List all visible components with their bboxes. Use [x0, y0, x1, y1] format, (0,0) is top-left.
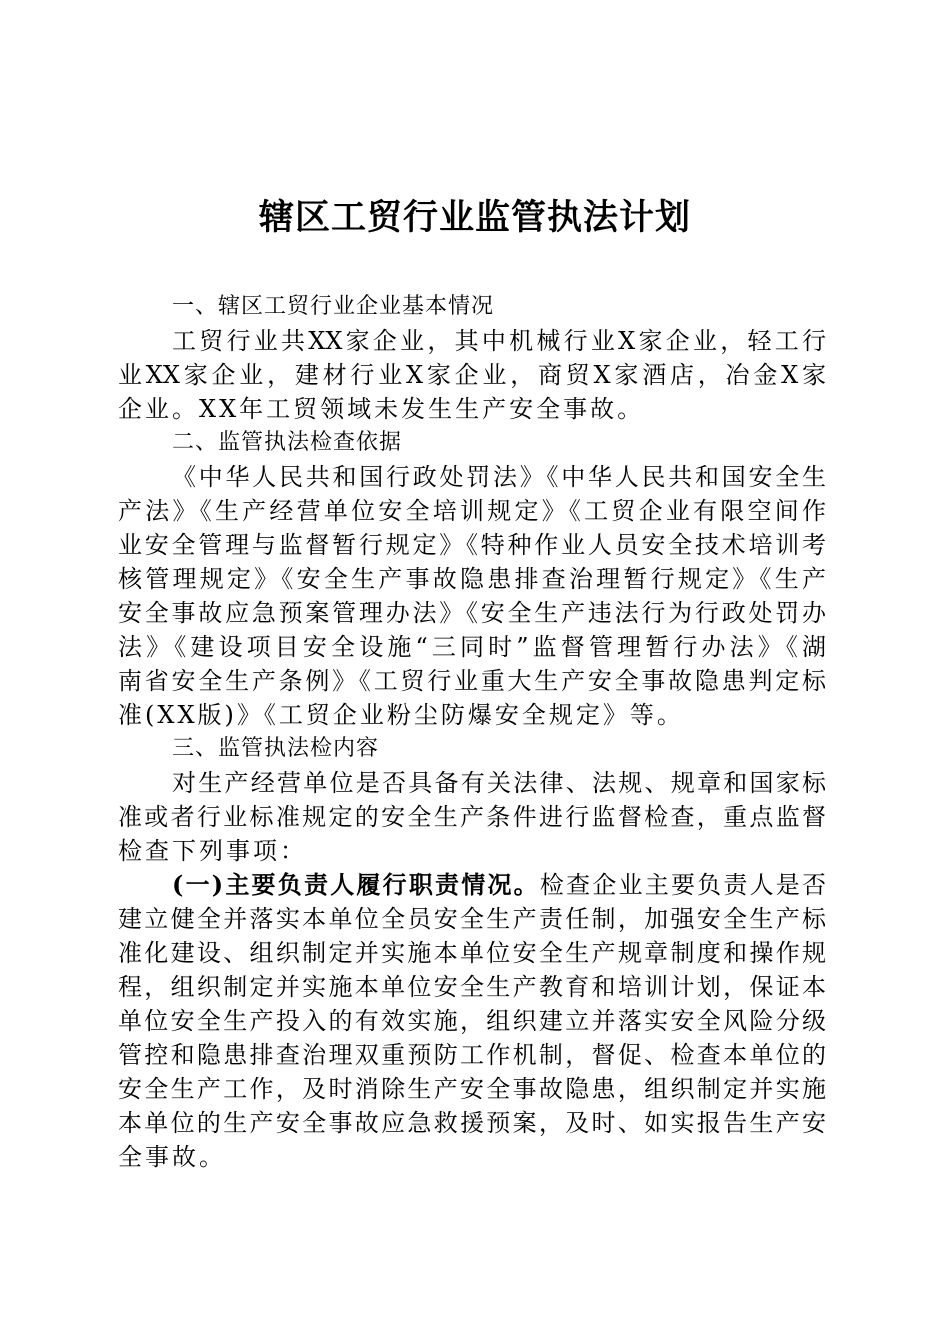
paragraph-line: 核管理规定》《安全生产事故隐患排查治理暂行规定》《生产 — [118, 565, 826, 593]
paragraph-line: 业XX家企业，建材行业X家企业，商贸X家酒店，冶金X家 — [118, 361, 826, 389]
paragraph-line: 准或者行业标准规定的安全生产条件进行监督检查，重点监督 — [118, 803, 826, 831]
paragraph-line: 法》《建设项目安全设施“三同时”监督管理暂行办法》《湖 — [118, 633, 826, 661]
subitem-first-line-text: 检查企业主要负责人是否 — [539, 871, 827, 899]
section-heading-legal-basis: 二、监管执法检查依据 — [172, 430, 403, 455]
section-heading-basic-info: 一、辖区工贸行业企业基本情况 — [172, 294, 495, 319]
paragraph-line: 《中华人民共和国行政处罚法》《中华人民共和国安全生 — [172, 463, 826, 491]
paragraph-line: 业安全管理与监督暂行规定》《特种作业人员安全技术培训考 — [118, 531, 826, 559]
paragraph-line: 南省安全生产条例》《工贸行业重大生产安全事故隐患判定标 — [118, 667, 826, 695]
paragraph-line: 单位安全生产投入的有效实施，组织建立并落实安全风险分级 — [118, 1007, 826, 1035]
document-title: 辖区工贸行业监管执法计划 — [258, 197, 691, 238]
subitem-first-line — [118, 868, 826, 902]
paragraph-line: 检查下列事项： — [118, 837, 307, 865]
paragraph-line: 准(XX版)》《工贸企业粉尘防爆安全规定》等。 — [118, 701, 684, 729]
paragraph-line: 准化建设、组织制定并实施本单位安全生产规章制度和操作规 — [118, 939, 826, 967]
paragraph-line: 程，组织制定并实施本单位安全生产教育和培训计划，保证本 — [118, 973, 826, 1001]
paragraph-line: 全事故。 — [118, 1143, 226, 1171]
section-heading-inspection-content: 三、监管执法检内容 — [172, 736, 380, 761]
paragraph-line: 安全事故应急预案管理办法》《安全生产违法行为行政处罚办 — [118, 599, 826, 627]
paragraph-line: 工贸行业共XX家企业，其中机械行业X家企业，轻工行 — [172, 327, 826, 355]
paragraph-line: 产法》《生产经营单位安全培训规定》《工贸企业有限空间作 — [118, 497, 826, 525]
paragraph-line: 本单位的生产安全事故应急救援预案，及时、如实报告生产安 — [118, 1109, 826, 1137]
paragraph-line: 安全生产工作，及时消除生产安全事故隐患，组织制定并实施 — [118, 1075, 826, 1103]
document-body — [118, 290, 826, 1174]
subitem-label: (一)主要负责人履行职责情况。 — [172, 870, 540, 899]
paragraph-line: 管控和隐患排查治理双重预防工作机制，督促、检查本单位的 — [118, 1041, 826, 1069]
paragraph-line: 建立健全并落实本单位全员安全生产责任制，加强安全生产标 — [118, 905, 826, 933]
paragraph-line: 企业。XX年工贸领域未发生生产安全事故。 — [118, 395, 645, 423]
paragraph-line: 对生产经营单位是否具备有关法律、法规、规章和国家标 — [172, 769, 826, 797]
